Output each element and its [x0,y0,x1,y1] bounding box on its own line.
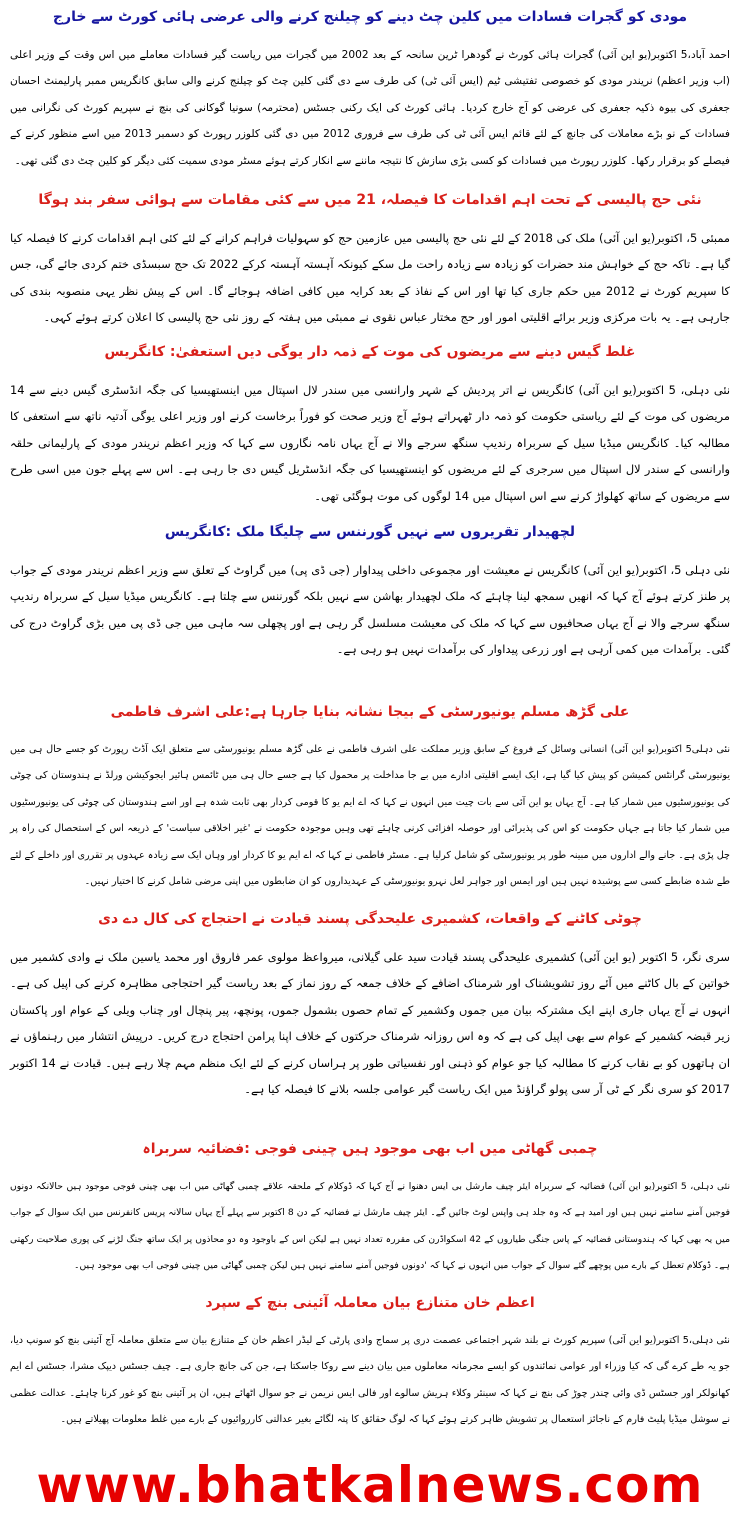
article-headline: چمبی گھاٹی میں اب بھی موجود ہیں چینی فوجی :فضائیہ سربراہ [142,1141,598,1157]
news-article [0,695,740,900]
article-headline: اعظم خان متنازع بیان معاملہ آئینی بنچ کے سپرد [205,1295,535,1311]
news-article [0,515,740,693]
article-headline: نئی حج پالیسی کے تحت اہم اقدامات کا فیصلہ، 21 میں سے کئی مقامات سے ہوائی سفر بند ہوگا [38,192,702,208]
news-article [0,902,740,1130]
news-article [0,1286,740,1456]
article-body: نئی دہلی5 اکتوبر(یو این آئی) انسانی وسائل کے فروغ کے سابق وزیر مملکت علی اشرف فاطمی نے علی گڑھ مسلم یونیورسٹی سے متعلق ایک آڈٹ رپورٹ کو جسے حال ہی میں یونیورسٹی گرانٹس کمیشن کو پیش کیا گیا ہے، ایک ایسے اقلیتی ادارے میں بے جا مداخلت پر محمول کیا ہے جسے حال ہی میں ٹائمس ہائیر ایجوکیشن ورلڈ نے ہندوستان کی چوٹی کی یونیورسٹیوں میں شمار کیا ہے۔ آج یہاں یو این آئی سے بات چیت میں انہوں نے کہا کہ اے ایم یو کا قومی کردار بھی ثابت شدہ ہے اور اسے ہندوستان کی چوٹی کی یونیورسٹیوں میں شمار کیا جاتا ہے جہاں حکومت کو اس کی پذیرائی اور حوصلہ افزائی کرنی چاہئے تھی وہیں موجودہ حکومت نے 'غیر اخلاقی سیاست' کے ذریعہ اس کے استحصال کی راہ پر چل پڑی ہے۔ جانے والے اداروں میں مبینہ طور پر یونیورسٹی کو شامل کرلیا ہے۔ مسٹر فاطمی نے کہا کہ اے ایم یو کا کردار اور وہاں ایک سے زیادہ عہدوں پر تقرری اور داخلے کے لئے طے شدہ ضابطے کسی سے پوشیدہ نہیں ہیں اور ایمس اور جواہر لعل نہرو یونیورسٹی کے عہدیداروں کو ان ضابطوں میں اپنی مرضی شامل کرنے کا اختیار نہیں۔ [10,744,730,888]
news-article [0,183,740,333]
article-headline: غلط گیس دینے سے مریضوں کی موت کے ذمہ دار یوگی دیں استعفیٰ: کانگریس [104,344,636,360]
article-body: ممبئی 5، اکتوبر(یو این آئی) ملک کی 2018 کے لئے نئی حج پالیسی میں عازمین حج کو سہولیات فراہم کرانے کے لئے کئی اہم اقدامات کرنے کا فیصلہ کیا گیا ہے۔ تاکہ حج کے خواہش مند حضرات کو زیادہ سے زیادہ راحت مل سکے کیونکہ آہستہ آہستہ کرکے 2022 تک حج سبسڈی ختم کردی جائے گی، جس کا سپریم کورٹ نے 2012 میں حکم جاری کیا تھا اور اس کے نفاذ کے بعد کرایہ میں کافی اضافہ ہوجائے گا۔ اس کے پیش نظر یہی منصوبہ بندی کی جارہی ہے۔ یہ بات مرکزی وزیر برائے اقلیتی امور اور حج مختار عباس نقوی نے ممبئی میں ہفتہ کے روز نئی حج پالیسی کا اعلان کرتے ہوئے کہی۔ [10,231,731,325]
news-article [0,335,740,513]
article-headline: چوٹی کاٹنے کے واقعات، کشمیری علیحدگی پسند قیادت نے احتجاج کی کال دے دی [98,911,642,927]
site-watermark: www.bhatkalnews.com [36,1456,704,1514]
article-body: سری نگر، 5 اکتوبر (یو این آئی) کشمیری علیحدگی پسند قیادت سید علی گیلانی، میرواعظ مولوی عمر فاروق اور محمد یاسین ملک نے وادی کشمیر میں خواتین کے بال کاٹنے میں آئے روز تشویشناک اور شرمناک اضافے کے خلاف جمعہ کے روز نماز کے بعد ریاست گیر احتجاجی مظاہرہ کرنے کی اپیل کی ہے۔ انہوں نے آج یہاں جاری اپنے ایک مشترکہ بیان میں جموں وکشمیر کے تمام حصوں بشمول جموں، پونچھ، پیر پنچال اور چناب ویلی کے عوام اور پاکستان زیر قبضہ کشمیر کے عوام سے بھی اپیل کی ہے کہ وہ اس روزانہ شرمناک حرکتوں کے خلاف اپنا پرامن احتجاج درج کریں۔ درپیش انتشار میں رہنماؤں نے ان ہاتھوں کو بے نقاب کرنے کا مطالبہ کیا جو عوام کو ذہنی اور نفسیاتی طور پر ہراساں کرنے کے لئے ایک منظم مہم چلا رہے ہیں۔ قیادت نے 14 اکتوبر 2017 کو سری نگر کے ٹی آر سی پولو گراؤنڈ میں ایک ریاست گیر عوامی جلسہ بلانے کا فیصلہ کیا ہے۔ [10,950,730,1097]
article-body: نئی دہلی،5 اکتوبر(یو این آئی) سپریم کورٹ نے بلند شہر اجتماعی عصمت دری پر سماج وادی پارٹی کے لیڈر اعظم خان کے متنازع بیان سے متعلق معاملہ آج آئینی بنچ کو سونپ دیا، جو یہ طے کرے گی کہ کیا وزراء اور عوامی نمائندوں کو ایسے مجرمانہ معاملوں میں بیان دینے سے روکا جاسکتا ہے، جن کی جانچ جاری ہے۔ چیف جسٹس دیپک مشرا، جسٹس اے ایم کھانولکر اور جسٹس ڈی وائی چندر چوڑ کی بنچ نے کہا کہ سینئر وکلاء ہریش سالوے اور فالی ایس نریمن نے جو سوال اٹھائے ہیں، ان پر آئینی بنچ کو غور کرنا چاہئے۔ عدالت عظمی نے سوشل میڈیا پلیٹ فارم کے ناجائز استعمال پر تشویش ظاہر کرتے ہوئے کہا کہ لوگ حقائق کا پتہ لگائے بغیر عدالتی کارروائیوں کے بارے میں غلط معلومات پھیلاتے ہیں۔ [10,1335,730,1426]
article-headline: لچھیدار تقریروں سے نہیں گورننس سے چلیگا ملک :کانگریس [164,524,576,540]
news-article [0,1132,740,1284]
article-body: احمد آباد،5 اکتوبر(یو این آئی) گجرات ہائی کورٹ نے گودھرا ٹرین سانحہ کے بعد 2002 میں گجرات میں ریاست گیر فسادات معاملے میں اس وقت کے وزیر اعلی (اب وزیر اعظم) نریندر مودی کو خصوصی تفتیشی ٹیم (ایس آئی ٹی) کی طرف سے دی گئی کلین چٹ کو چیلنج کرنے والی سابق کانگریس ممبر پارلیمنٹ احسان جعفری کی بیوہ ذکیہ جعفری کی عرضی کو آج خارج کردیا۔ ہائی کورٹ کی ایک رکنی جسٹس (محترمہ) سونیا گوکانی کی بنچ نے سپریم کورٹ کی نگرانی میں فسادات کے نو بڑے معاملات کی جانچ کے لئے قائم ایس آئی ٹی کی طرف سے فروری 2012 میں دی گئی کلوزر رپورٹ کو دسمبر 2013 میں اسے منظور کرنے کے فیصلے کو برقرار رکھا۔ کلوزر رپورٹ میں فسادات کو کسی بڑی سازش کا نتیجہ ماننے سے انکار کرتے ہوئے مسٹر مودی سمیت کئی دیگر کو کلین چٹ دی گئی تھی۔ [10,49,730,167]
news-article [0,0,740,178]
article-body: نئی دہلی 5، اکتوبر(یو این آئی) کانگریس نے معیشت اور مجموعی داخلی پیداوار (جی ڈی پی) میں گراوٹ کے تعلق سے وزیر اعظم نریندر مودی کے جواب پر طنز کرتے ہوئے آج کہا کہ انھیں سمجھ لینا چاہئے کہ ملک لچھیدار بھاشن سے نہیں بلکہ گورننس سے چلتا ہے۔ کانگریس میڈیا سیل کے سربراہ رندیپ سنگھ سرجے والا نے آج یہاں صحافیوں سے کہا کہ ملک کی معیشت مسلسل گر رہی ہے اور پچھلی سہ ماہی میں جی ڈی پی میں بڑی گراوٹ درج کی گئی۔ برآمدات میں کمی آرہی ہے اور زرعی پیداوار کی برآمدات نہیں ہو رہی ہے۔ [10,563,730,657]
article-body: نئی دہلی، 5 اکتوبر(یو این آئی) کانگریس نے اتر پردیش کے شہر وارانسی میں سندر لال اسپتال میں اینستھیسیا کی جگہ انڈسٹری گیس دینے سے 14 مریضوں کی موت کے لئے ریاستی حکومت کو ذمہ دار ٹھہراتے ہوئے آج وزیر صحت کو فوراً برخاست کرنے اور وزیر اعلی یوگی آدتیہ ناتھ سے استعفی کا مطالبہ کیا۔ کانگریس میڈیا سیل کے سربراہ رندیپ سنگھ سرجے والا نے آج یہاں نامہ نگاروں سے کہا کہ وزیر اعظم نریندر مودی کے پارلیمانی حلقہ وارانسی کے سندر لال اسپتال میں سرجری کے لئے مریضوں کو اینستھیسیا کی جگہ انڈسٹریل گیس دی جا رہی ہے۔ اس سے پہلے جون میں اسی طرح سے مریضوں کے ساتھ کھلواڑ کرنے سے اس اسپتال میں 14 لوگوں کی موت ہوگئی تھی۔ [10,383,730,503]
article-headline: مودی کو گجرات فسادات میں کلین چٹ دینے کو چیلنج کرنے والی عرضی ہائی کورٹ سے خارج [52,9,688,25]
article-headline: علی گڑھ مسلم یونیورسٹی کے بیجا نشانہ بنایا جارہا ہے:علی اشرف فاطمی [110,704,630,720]
article-body: نئی دہلی، 5 اکتوبر(یو این آئی) فضائیہ کے سربراہ ایئر چیف مارشل بی ایس دھنوا نے آج کہا کہ ڈوکلام کے ملحقہ علاقے چمبی گھاٹی میں اب بھی چینی فوجی موجود ہیں حالانکہ دونوں فوجیں آمنے سامنے نہیں ہیں اور امید ہے کہ وہ جلد ہی واپس لوٹ جائیں گے۔ ایئر چیف مارشل نے فضائیہ کے دن 8 اکتوبر سے پہلے آج یہاں سالانہ پریس کانفرنس میں ایک سوال کے جواب میں یہ بھی کہا کہ ہندوستانی فضائیہ کے پاس جنگی طیاروں کے 42 اسکواڈرن کی مقررہ تعداد نہیں ہے لیکن اس کے باوجود وہ دو محاذوں پر ایک ساتھ جنگ لڑنے کی پوری صلاحیت رکھتی ہے۔ ڈوکلام تعطل کے بارے میں پوچھے گئے سوال کے جواب میں انہوں نے کہا کہ 'دونوں فوجیں آمنے سامنے نہیں ہیں لیکن چمبی گھاٹی میں چینی فوجی اب بھی موجود ہیں۔ [10,1181,730,1272]
